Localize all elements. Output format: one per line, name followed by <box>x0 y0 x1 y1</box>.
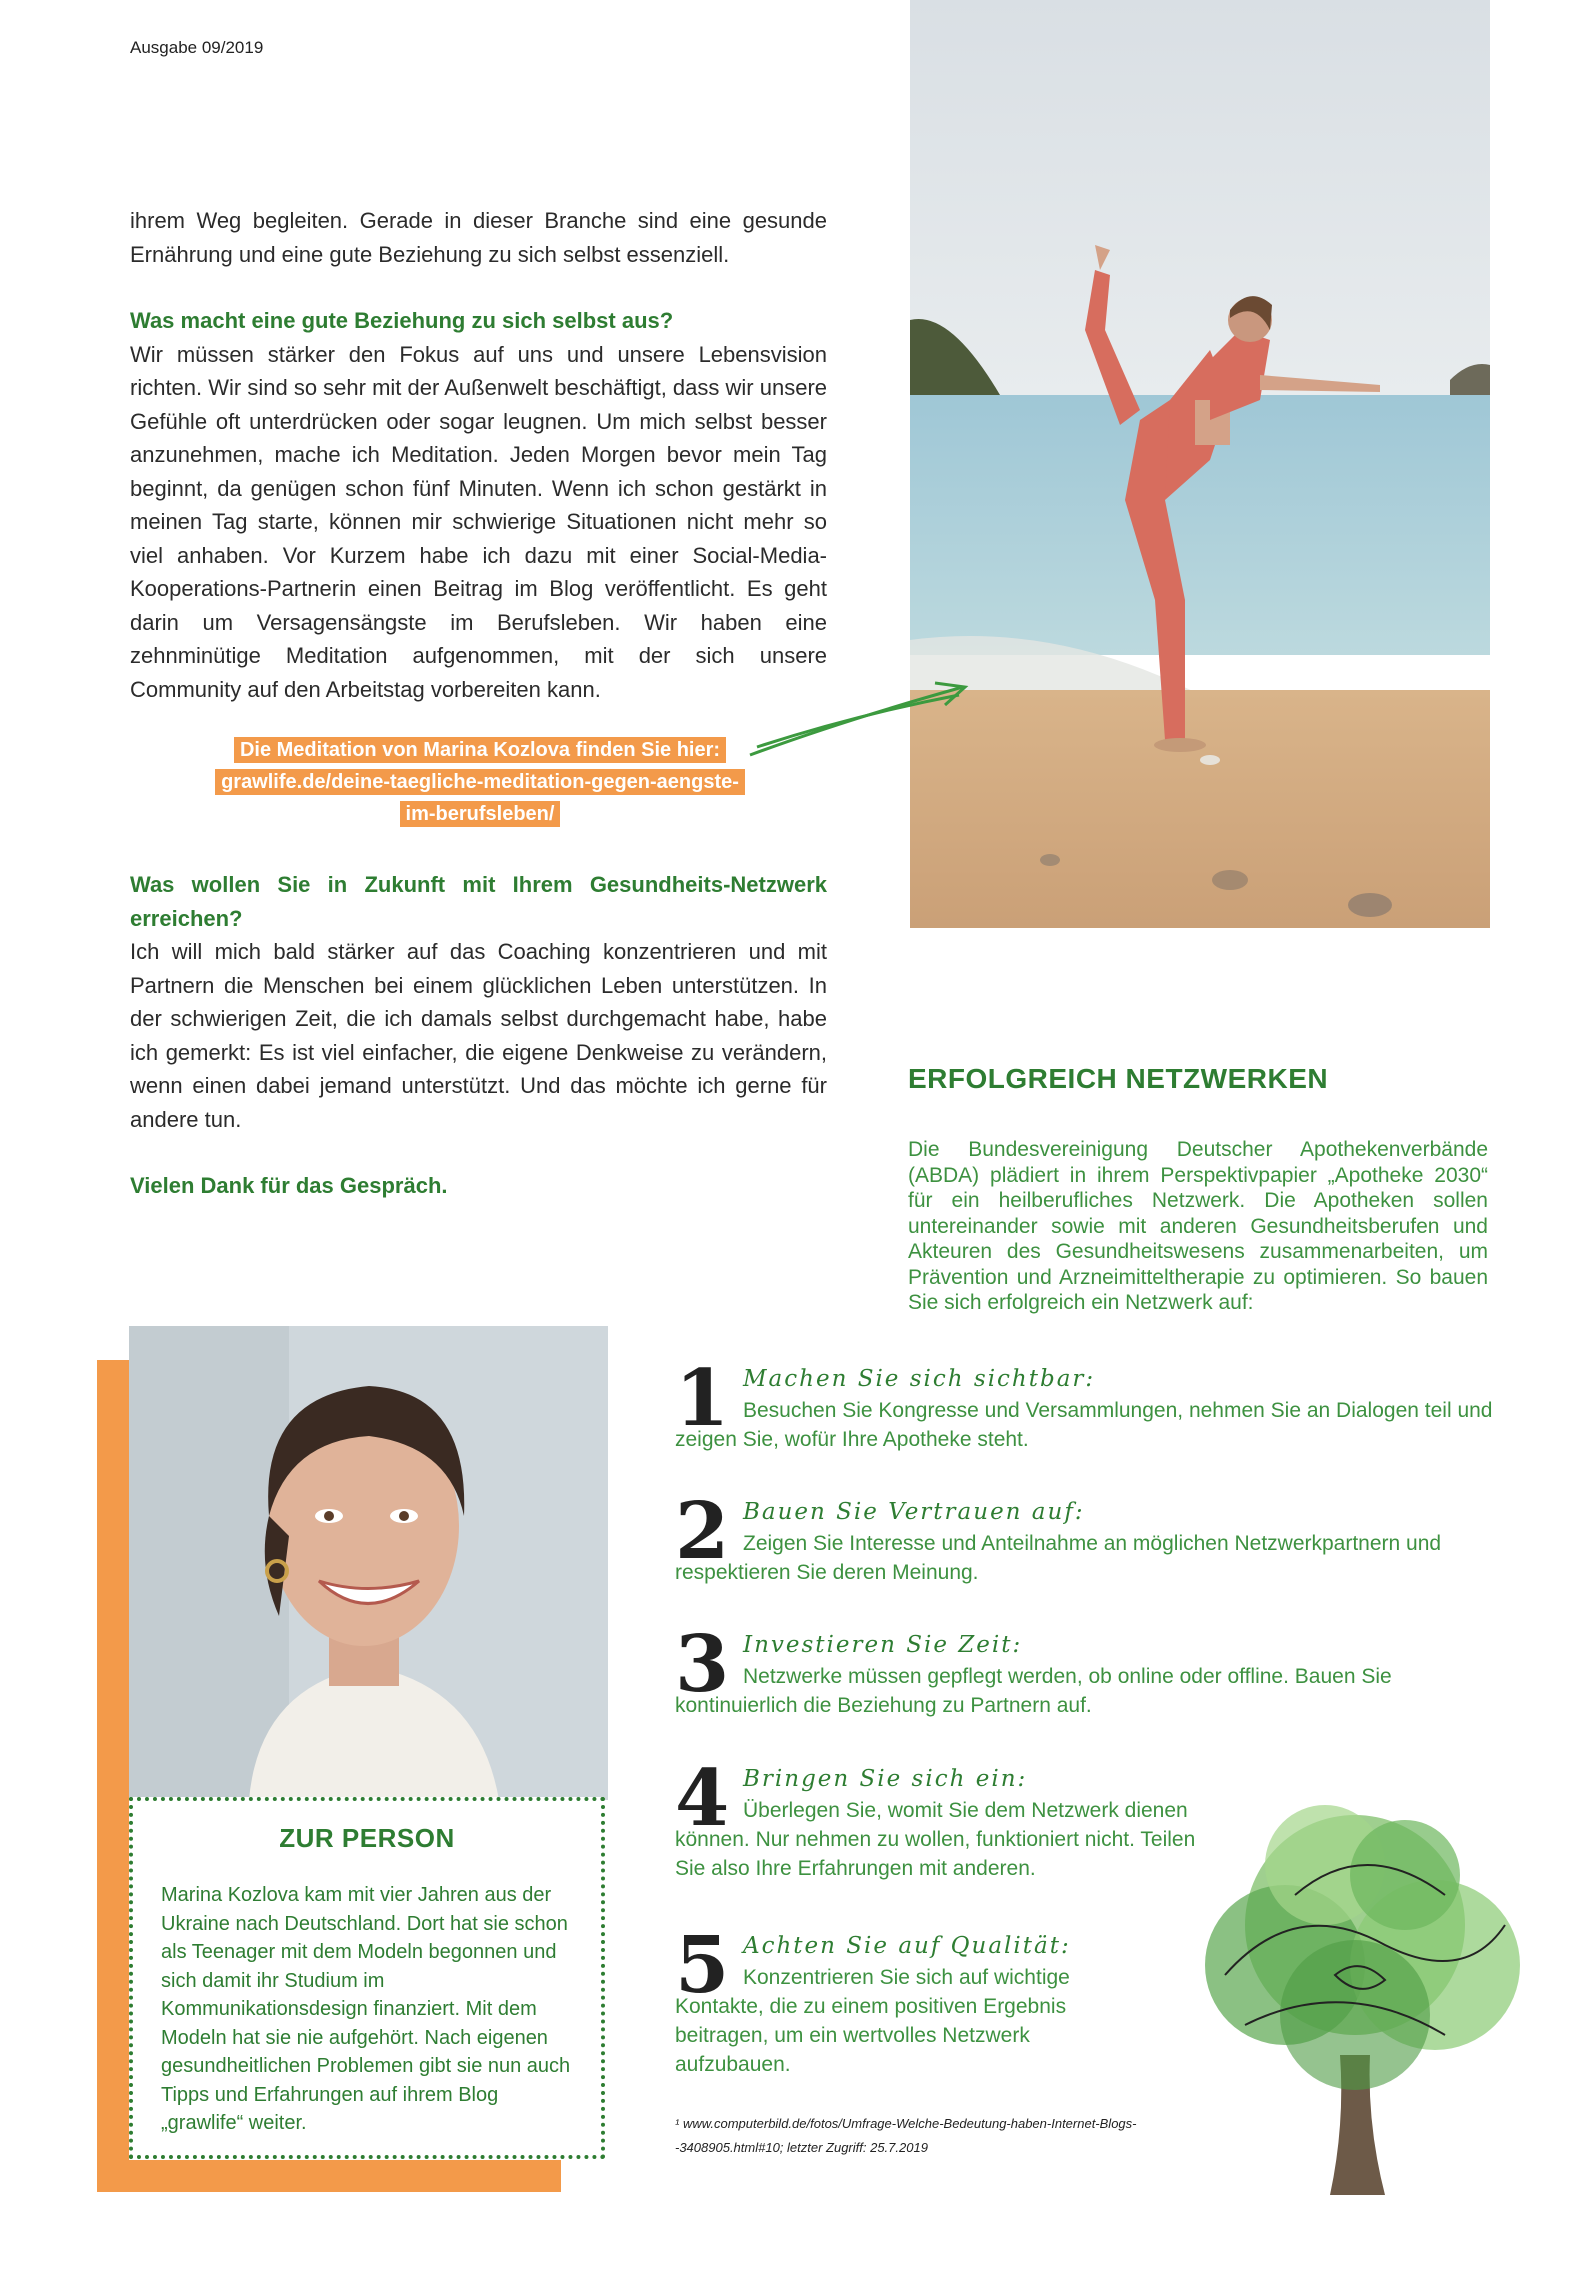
meditation-link-part1[interactable]: grawlife.de/deine-taegliche-meditation-gegen-aengste- <box>215 769 745 795</box>
tip-title: Investieren Sie Zeit: <box>743 1632 1023 1658</box>
tip-text: Zeigen Sie Interesse und Anteilnahme an möglichen Netzwerkpartnern und respektieren Sie deren Meinung. <box>675 1532 1442 1584</box>
meditation-intro: Die Meditation von Marina Kozlova finden Sie hier: <box>234 737 726 763</box>
interview-answer: Wir müssen stärker den Fokus auf uns und unsere Lebensvision richten. Wir sind so sehr mit der Außenwelt beschäftigt, dass wir unsere Gefühle oft unterdrücken oder sogar leugnen. Um mich selbst besser anzunehmen, mache ich Meditation. Jeden Morgen bevor mein Tag beginnt, da genügen schon fünf Minuten. Wenn ich schon gestärkt in meinen Tag starte, können mir schwierige Situationen nicht mehr so viel anhaben. Vor Kurzem habe ich dazu mit einer Social-Media-Kooperations-Partnerin einen Beitrag im Blog veröffentlicht. Es geht darin um Versagensängste im Berufsleben. Wir haben eine zehnminütige Meditation aufgenommen, mit der sich unsere Community auf den Arbeitstag vorbereiten kann. <box>130 341 827 702</box>
tip-title: Bauen Sie Vertrauen auf: <box>743 1499 1085 1525</box>
closing-thanks: Vielen Dank für das Gespräch. <box>130 1173 448 1198</box>
article-body <box>130 204 827 706</box>
tip-number: 1 <box>675 1353 730 1444</box>
tip-text: Netzwerke müssen gepflegt werden, ob online oder offline. Bauen Sie kontinuierlich die Beziehung zu Partnern auf. <box>675 1665 1392 1717</box>
tip-text: Konzentrieren Sie sich auf wichtige Kontakte, die zu einem positiven Ergebnis beitragen, um ein wertvolles Netzwerk aufzubauen. <box>675 1966 1070 2076</box>
arrow-icon <box>745 675 975 765</box>
footnote: ¹ www.computerbild.de/fotos/Umfrage-Welche-Bedeutung-haben-Internet-Blogs--3408905.html#10; letzter Zugriff: 25.7.2019 <box>675 2116 1137 2155</box>
issue-label: Ausgabe 09/2019 <box>130 38 264 57</box>
networking-intro: Die Bundesvereinigung Deutscher Apothekenverbände (ABDA) plädiert in ihrem Perspektivpapier „Apotheke 2030“ für ein heilberufliches Netzwerk. Die Apotheken sollen untereinander sowie mit anderen Gesundheitsberufen und Akteuren des Gesundheitswesens zusammenarbeiten, um Prävention und Arzneimitteltherapie zu optimieren. So bauen Sie sich erfolgreich ein Netzwerk auf: <box>908 1138 1488 1314</box>
person-info-box <box>129 1797 605 2159</box>
portrait-photo <box>129 1326 608 1800</box>
tip-text: Besuchen Sie Kongresse und Versammlungen, nehmen Sie an Dialogen teil und zeigen Sie, wofür Ihre Apotheke steht. <box>675 1399 1493 1451</box>
orange-accent-bottom <box>97 2160 561 2192</box>
tip-number: 4 <box>675 1753 730 1844</box>
meditation-link-part2[interactable]: im-berufsleben/ <box>400 801 561 827</box>
person-box-text: Marina Kozlova kam mit vier Jahren aus der Ukraine nach Deutschland. Dort hat sie schon als Teenager mit dem Modeln begonnen und sich damit ihr Studium im Kommunikationsdesign finanziert. Mit dem Modeln hat sie nie aufgehört. Nach eigenen gesundheitlichen Problemen gibt sie nun auch Tipps und Erfahrungen auf ihrem Blog „grawlife“ weiter. <box>161 1884 571 2134</box>
person-box-title: ZUR PERSON <box>279 1823 455 1853</box>
tip-number: 2 <box>675 1486 730 1577</box>
tree-illustration <box>1145 1775 1565 2195</box>
interview-question: Was macht eine gute Beziehung zu sich selbst aus? <box>130 308 674 333</box>
tip-number: 5 <box>675 1920 730 2011</box>
yoga-beach-photo <box>910 0 1490 928</box>
networking-title: ERFOLGREICH NETZWERKEN <box>908 1063 1329 1094</box>
tip-title: Achten Sie auf Qualität: <box>743 1933 1071 1959</box>
tip-text: Überlegen Sie, womit Sie dem Netzwerk dienen können. Nur nehmen zu wollen, funktioniert nicht. Teilen Sie also Ihre Erfahrungen mit anderen. <box>675 1799 1196 1880</box>
interview-question: Was wollen Sie in Zukunft mit Ihrem Gesundheits-Netzwerk erreichen? <box>130 872 827 931</box>
article-paragraph: ihrem Weg begleiten. Gerade in dieser Branche sind eine gesunde Ernährung und eine gute Beziehung zu sich selbst essenziell. <box>130 208 827 267</box>
orange-accent-bar <box>97 1360 129 2192</box>
interview-answer: Ich will mich bald stärker auf das Coaching konzentrieren und mit Partnern die Menschen bei einem glücklichen Leben unterstützen. In der schwierigen Zeit, die ich damals selbst durchgemacht habe, habe ich gemerkt: Es ist viel einfacher, die eigene Denkweise zu verändern, wenn einen dabei jemand unterstützt. Und das möchte ich gerne für andere tun. <box>130 939 827 1132</box>
tip-title: Machen Sie sich sichtbar: <box>743 1366 1096 1392</box>
article-body-continued <box>130 868 827 1203</box>
tip-number: 3 <box>675 1619 730 1710</box>
tip-title: Bringen Sie sich ein: <box>743 1766 1028 1792</box>
meditation-link-box <box>170 734 790 830</box>
